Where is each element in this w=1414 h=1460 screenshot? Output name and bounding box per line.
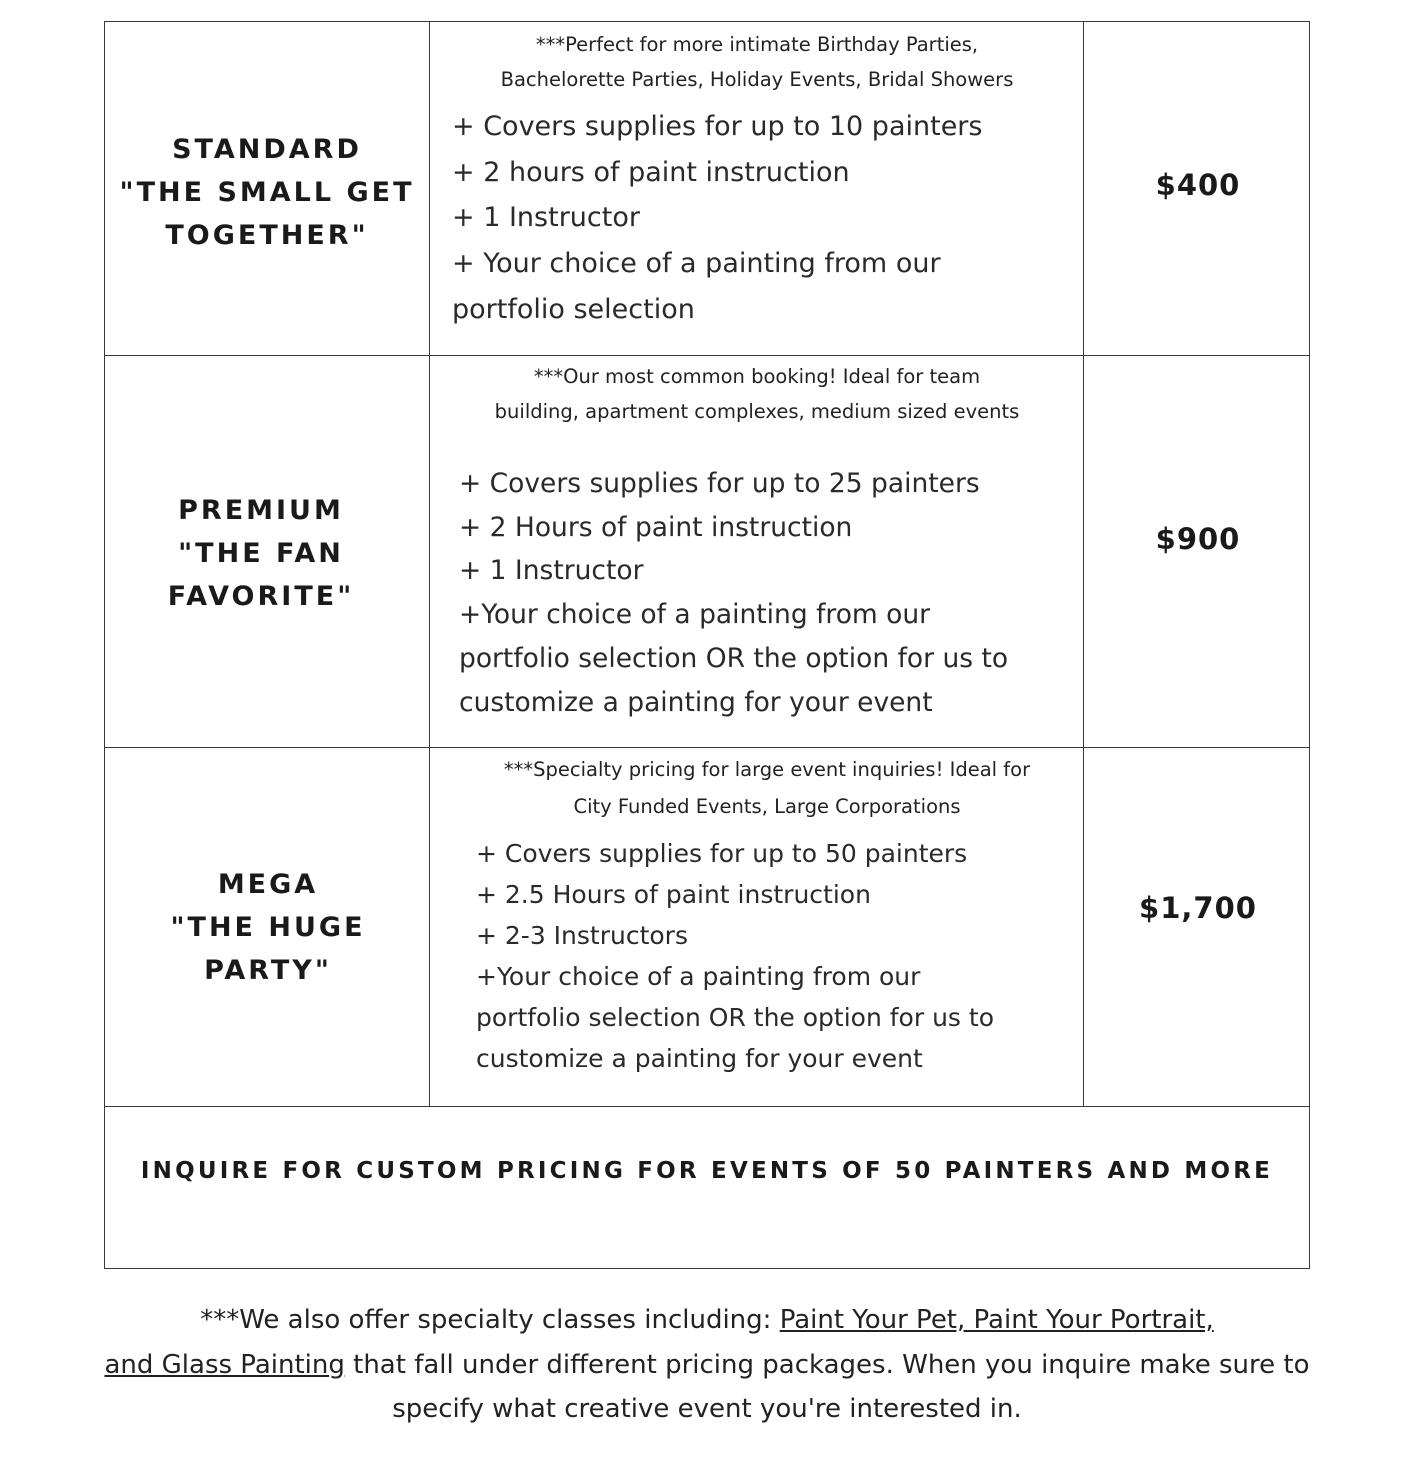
package-note-line: ***Perfect for more intimate Birthday Parties, bbox=[535, 33, 979, 56]
price-label: $400 bbox=[1155, 168, 1241, 202]
package-note-line: ***Our most common booking! Ideal for team bbox=[533, 365, 981, 388]
feature-item: + Covers supplies for up to 25 painters bbox=[459, 468, 980, 499]
glass-painting-link[interactable]: and Glass Painting bbox=[104, 1349, 345, 1380]
footer-prefix: ***We also offer specialty classes including: bbox=[200, 1305, 780, 1335]
pricing-table bbox=[104, 21, 1310, 1269]
package-note-line: building, apartment complexes, medium sized events bbox=[494, 400, 1020, 423]
package-details-standard bbox=[431, 22, 1083, 355]
package-note-line: ***Specialty pricing for large event inquiries! Ideal for bbox=[503, 758, 1031, 781]
package-note bbox=[431, 27, 1083, 97]
feature-item: + Covers supplies for up to 50 painters bbox=[476, 839, 968, 868]
feature-item: +Your choice of a painting from our bbox=[476, 962, 921, 991]
package-name-line: "THE FAN bbox=[178, 537, 344, 569]
feature-item: + 2-3 Instructors bbox=[476, 921, 688, 950]
feature-item: portfolio selection OR the option for us to bbox=[476, 1003, 994, 1032]
price-label: $1,700 bbox=[1139, 891, 1257, 925]
feature-item: + 2.5 Hours of paint instruction bbox=[476, 880, 871, 909]
package-name-line: "THE HUGE bbox=[170, 911, 366, 943]
column-divider bbox=[1083, 22, 1084, 1107]
feature-list bbox=[459, 462, 1083, 724]
package-price-premium bbox=[1085, 357, 1311, 721]
feature-item: customize a painting for your event bbox=[459, 686, 933, 718]
feature-item: + 2 Hours of paint instruction bbox=[459, 511, 853, 543]
feature-item: + Covers supplies for up to 10 painters bbox=[452, 111, 983, 142]
feature-item: + 1 Instructor bbox=[452, 202, 640, 234]
package-note bbox=[451, 751, 1083, 825]
feature-item: +Your choice of a painting from our bbox=[459, 599, 931, 631]
package-note-line: City Funded Events, Large Corporations bbox=[573, 795, 961, 818]
package-note bbox=[431, 359, 1083, 429]
feature-list bbox=[476, 833, 1083, 1079]
feature-item: customize a painting for your event bbox=[476, 1044, 923, 1073]
feature-item: + Your choice of a painting from our bbox=[452, 248, 941, 280]
package-details-mega bbox=[431, 749, 1083, 1106]
package-name-line: "THE SMALL GET bbox=[119, 177, 415, 208]
package-name-standard bbox=[105, 22, 429, 355]
feature-list bbox=[452, 104, 1083, 333]
feature-item: portfolio selection OR the option for us to bbox=[459, 642, 1009, 674]
package-name-line: FAVORITE" bbox=[167, 580, 355, 612]
package-note-line: Bachelorette Parties, Holiday Events, Bridal Showers bbox=[500, 68, 1014, 91]
package-name-line: TOGETHER" bbox=[165, 220, 369, 251]
row-divider bbox=[105, 355, 1309, 356]
feature-item: + 2 hours of paint instruction bbox=[452, 156, 850, 188]
custom-pricing-notice: INQUIRE FOR CUSTOM PRICING FOR EVENTS OF 50 PAINTERS AND MORE bbox=[140, 1158, 1274, 1184]
package-name-premium bbox=[105, 357, 417, 749]
package-name-line: STANDARD bbox=[172, 134, 362, 165]
specialty-classes-note bbox=[104, 1298, 1310, 1432]
package-details-premium bbox=[431, 357, 1083, 747]
feature-item: portfolio selection bbox=[452, 293, 695, 325]
package-name-line: PARTY" bbox=[204, 954, 332, 986]
package-price-mega bbox=[1085, 749, 1311, 1067]
package-name-mega bbox=[105, 749, 431, 1105]
price-label: $900 bbox=[1155, 522, 1241, 556]
package-name-line: MEGA bbox=[217, 868, 319, 900]
package-price-standard bbox=[1085, 22, 1311, 348]
row-divider bbox=[105, 1106, 1309, 1107]
paint-your-pet-portrait-link[interactable]: Paint Your Pet, Paint Your Portrait, bbox=[779, 1305, 1214, 1335]
feature-item: + 1 Instructor bbox=[459, 555, 644, 587]
footer-suffix: that fall under different pricing packages. When you inquire make sure to specify what creative event you're interested in. bbox=[344, 1349, 1310, 1424]
package-name-line: PREMIUM bbox=[178, 494, 344, 526]
